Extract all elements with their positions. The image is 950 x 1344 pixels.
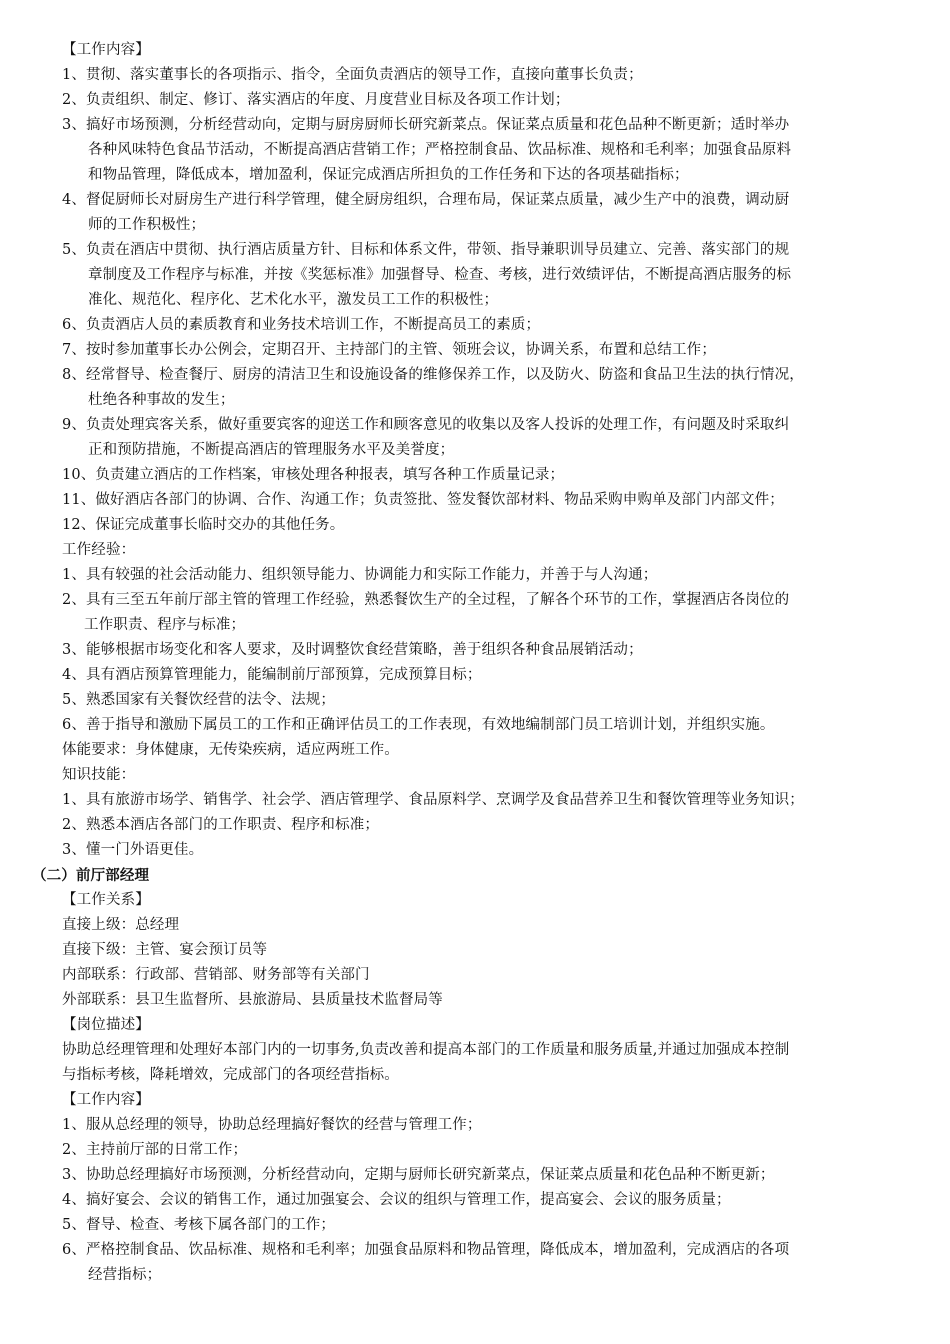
duty-item: 4、督促厨师长对厨房生产进行科学管理，健全厨房组织，合理布局，保证菜点质量，减少生产中的浪费，调动厨 [62,192,790,208]
duty-item: 2、负责组织、制定、修订、落实酒店的年度、月度营业目标及各项工作计划； [62,92,570,108]
duty-item: 4、搞好宴会、会议的销售工作，通过加强宴会、会议的组织与管理工作，提高宴会、会议的服务质量； [62,1192,731,1208]
section-heading-work-content: 【工作内容】 [62,1092,150,1108]
knowledge-item: 3、懂一门外语更佳。 [62,842,204,858]
section-heading-work-relations: 【工作关系】 [62,892,150,908]
duty-item: 3、协助总经理搞好市场预测，分析经营动向，定期与厨师长研究新菜点，保证菜点质量和花色品种不断更新； [62,1167,775,1183]
duty-item-continuation: 各种风味特色食品节活动，不断提高酒店营销工作；严格控制食品、饮品标准、规格和毛利率；加强食品原料 [88,142,792,158]
duty-item: 7、按时参加董事长办公例会，定期召开、主持部门的主管、领班会议，协调关系，布置和总结工作； [62,342,716,358]
duty-item-continuation: 杜绝各种事故的发生； [88,392,235,408]
duty-item: 6、严格控制食品、饮品标准、规格和毛利率；加强食品原料和物品管理，降低成本，增加盈利，完成酒店的各项 [62,1242,790,1258]
duty-item: 2、主持前厅部的日常工作； [62,1142,248,1158]
experience-item: 4、具有酒店预算管理能力，能编制前厅部预算，完成预算目标； [62,667,482,683]
physical-requirements: 体能要求：身体健康，无传染疾病，适应两班工作。 [62,742,399,758]
duty-item: 10、负责建立酒店的工作档案，审核处理各种报表，填写各种工作质量记录； [62,467,565,483]
experience-item: 6、善于指导和激励下属员工的工作和正确评估员工的工作表现，有效地编制部门员工培训计划，并组织实施。 [62,717,775,733]
knowledge-item: 1、具有旅游市场学、销售学、社会学、酒店管理学、食品原料学、烹调学及食品营养卫生和餐饮管理等业务知识； [62,792,804,808]
duty-item: 12、保证完成董事长临时交办的其他任务。 [62,517,345,533]
duty-item-continuation: 师的工作积极性； [88,217,206,233]
experience-item: 1、具有较强的社会活动能力、组织领导能力、协调能力和实际工作能力，并善于与人沟通； [62,567,658,583]
duty-item-continuation: 经营指标； [88,1267,162,1283]
duty-item: 6、负责酒店人员的素质教育和业务技术培训工作，不断提高员工的素质； [62,317,541,333]
experience-item: 3、能够根据市场变化和客人要求，及时调整饮食经营策略，善于组织各种食品展销活动； [62,642,643,658]
duty-item: 1、贯彻、落实董事长的各项指示、指令，全面负责酒店的领导工作，直接向董事长负责； [62,67,643,83]
duty-item: 3、搞好市场预测，分析经营动向，定期与厨房厨师长研究新菜点。保证菜点质量和花色品种不断更新；适时举办 [62,117,790,133]
duty-item: 5、督导、检查、考核下属各部门的工作； [62,1217,336,1233]
duty-item: 1、服从总经理的领导，协助总经理搞好餐饮的经营与管理工作； [62,1117,482,1133]
job-description-text: 与指标考核，降耗增效，完成部门的各项经营指标。 [62,1067,399,1083]
section-heading-job-description: 【岗位描述】 [62,1017,150,1033]
experience-item: 5、熟悉国家有关餐饮经营的法令、法规； [62,692,336,708]
relation-internal: 内部联系：行政部、营销部、财务部等有关部门 [62,967,370,983]
section-heading-experience: 工作经验： [62,542,136,558]
section-heading-work-content: 【工作内容】 [62,42,150,58]
duty-item-continuation: 正和预防措施，不断提高酒店的管理服务水平及美誉度； [88,442,455,458]
knowledge-item: 2、熟悉本酒店各部门的工作职责、程序和标准； [62,817,380,833]
duty-item-continuation: 章制度及工作程序与标准，并按《奖惩标准》加强督导、检查、考核，进行效绩评估，不断提高酒店服务的标 [88,267,792,283]
experience-item-continuation: 工作职责、程序与标准； [84,617,246,633]
job-description-text: 协助总经理管理和处理好本部门内的一切事务,负责改善和提高本部门的工作质量和服务质量,并通过加强成本控制 [62,1042,790,1058]
relation-superior: 直接上级：总经理 [62,917,180,933]
duty-item-continuation: 准化、规范化、程序化、艺术化水平，激发员工工作的积极性； [88,292,499,308]
duty-item: 9、负责处理宾客关系，做好重要宾客的迎送工作和顾客意见的收集以及客人投诉的处理工作，有问题及时采取纠 [62,417,790,433]
relation-subordinate: 直接下级：主管、宴会预订员等 [62,942,268,958]
position-title-front-office-manager: （二）前厅部经理 [32,867,150,884]
relation-external: 外部联系：县卫生监督所、县旅游局、县质量技术监督局等 [62,992,443,1008]
duty-item: 11、做好酒店各部门的协调、合作、沟通工作；负责签批、签发餐饮部材料、物品采购申购单及部门内部文件； [62,492,784,508]
duty-item-continuation: 和物品管理，降低成本，增加盈利，保证完成酒店所担负的工作任务和下达的各项基础指标； [88,167,689,183]
section-heading-knowledge: 知识技能： [62,767,136,783]
experience-item: 2、具有三至五年前厅部主管的管理工作经验，熟悉餐饮生产的全过程，了解各个环节的工作，掌握酒店各岗位的 [62,592,790,608]
duty-item: 8、经常督导、检查餐厅、厨房的清洁卫生和设施设备的维修保养工作，以及防火、防盗和食品卫生法的执行情况， [62,367,804,383]
duty-item: 5、负责在酒店中贯彻、执行酒店质量方针、目标和体系文件，带领、指导兼职训导员建立、完善、落实部门的规 [62,242,790,258]
